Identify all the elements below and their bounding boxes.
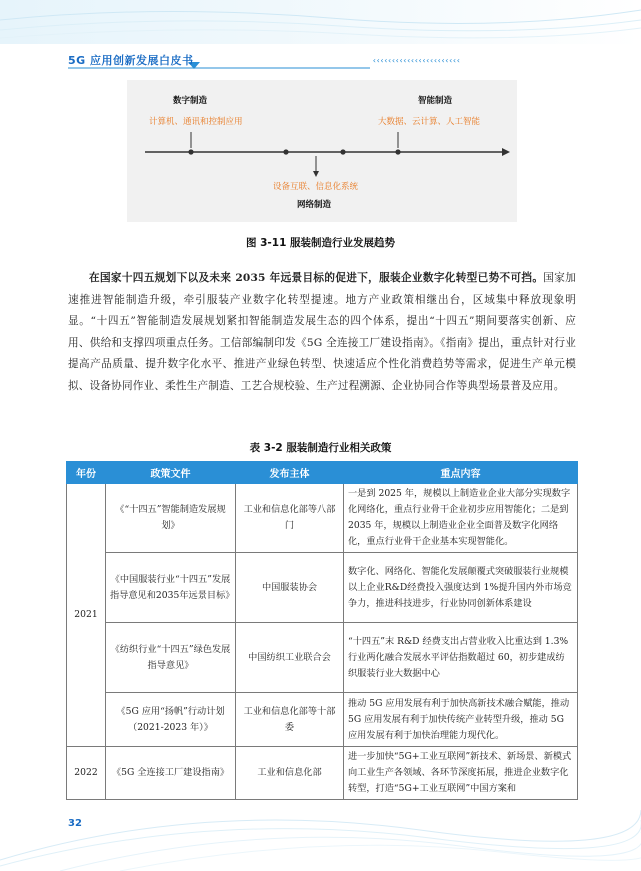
- body-paragraph: [68, 268, 576, 398]
- figure-right-title: 智能制造: [418, 96, 453, 106]
- page-header: [0, 0, 641, 78]
- table-row: [67, 623, 578, 693]
- trend-figure: [127, 80, 517, 222]
- document-cell: 《5G 应用“扬帆”行动计划（2021-2023 年）》: [106, 693, 236, 747]
- body-lead-sentence: 在国家十四五规划下以及未来 2035 年远景目标的促进下，服装企业数字化转型已势不可挡。: [89, 272, 544, 284]
- body-text: 国家加速推进智能制造升级，牵引服装产业数字化转型提速。地方产业政策相继出台，区域集中释放现象明显。“十四五”智能制造发展规划紧扣智能制造发展生态的四个体系，提出“十四五”期间要落实创新、应用、供给和支撑四项重点任务。工信部编制印发《5G 全连接工厂建设指南》。《指南》提出，重点针对行业提高产品质量、提升数字化水平、推进产业绿色转型、快速适应个性化消费趋势等需求，促进生产单元模拟、设备协同作业、柔性生产制造、工艺合规校验、生产过程溯源、企业协同合作等典型场景普及应用。: [68, 272, 576, 392]
- header-title: 5G 应用创新发展白皮书: [68, 54, 194, 67]
- content-cell: “十四五”末 R&D 经费支出占营业收入比重达到 1.3%行业两化融合发展水平评估指数超过 60，初步建成纺织服装行业大数据中心: [344, 623, 578, 693]
- timeline-dot: [340, 149, 345, 154]
- year-cell: 2022: [67, 747, 106, 800]
- header-issuer: 发布主体: [236, 462, 344, 484]
- figure-left-subtitle: 计算机、通讯和控制应用: [149, 117, 243, 127]
- document-cell: 《中国服装行业“十四五”发展指导意见和2035年远景目标》: [106, 553, 236, 623]
- timeline-dot: [395, 149, 400, 154]
- table-title: 表 3-2 服装制造行业相关政策: [249, 442, 392, 454]
- header-year: 年份: [67, 462, 106, 484]
- content-cell: 推动 5G 应用发展有利于加快高新技术融合赋能，推动 5G 应用发展有利于加快传统产业转型升级，推动 5G 应用发展有利于加快治理能力现代化。: [344, 693, 578, 747]
- bottom-arrowhead: [313, 171, 319, 177]
- timeline-dot: [283, 149, 288, 154]
- footer-wave-art: [0, 740, 641, 871]
- figure-bottom-title: 网络制造: [297, 200, 332, 210]
- year-cell: 2021: [67, 484, 106, 747]
- figure-left-title: 数字制造: [173, 96, 208, 106]
- content-cell: 进一步加快“5G+工业互联网”新技术、新场景、新模式向工业生产各领域、各环节深度拓展，推进企业数字化转型，打造“5G+工业互联网”中国方案和: [344, 747, 578, 800]
- table-row: [67, 553, 578, 623]
- content-cell: 一是到 2025 年，规模以上制造业企业大部分实现数字化网络化，重点行业骨干企业初步应用智能化；二是到 2035 年，规模以上制造业企业全面普及数字化网络化，重点行业骨干企业基本实现智能化。: [344, 484, 578, 553]
- content-cell: 数字化、网络化、智能化发展颠覆式突破服装行业规模以上企业R&D经费投入强度达到 1%提升国内外市场竞争力，推进科技进步，行业协同创新体系建设: [344, 553, 578, 623]
- document-cell: 《纺织行业“十四五”绿色发展指导意见》: [106, 623, 236, 693]
- figure-right-subtitle: 大数据、云计算、人工智能: [378, 117, 481, 127]
- issuer-cell: 中国服装协会: [236, 553, 344, 623]
- table-row: [67, 693, 578, 747]
- table-header-row: [67, 462, 578, 484]
- table-row: [67, 484, 578, 553]
- header-document: 政策文件: [106, 462, 236, 484]
- document-cell: 《5G 全连接工厂建设指南》: [106, 747, 236, 800]
- figure-caption: 图 3-11 服装制造行业发展趋势: [245, 237, 396, 249]
- issuer-cell: 工业和信息化部等八部门: [236, 484, 344, 553]
- issuer-cell: 中国纺织工业联合会: [236, 623, 344, 693]
- page-number: 32: [68, 818, 82, 829]
- issuer-cell: 工业和信息化部: [236, 747, 344, 800]
- timeline-dot: [188, 149, 193, 154]
- document-cell: 《“十四五”智能制造发展规划》: [106, 484, 236, 553]
- figure-bottom-subtitle: 设备互联、信息化系统: [273, 182, 359, 192]
- issuer-cell: 工业和信息化部等十部委: [236, 693, 344, 747]
- timeline-arrowhead: [502, 148, 510, 156]
- header-key-content: 重点内容: [344, 462, 578, 484]
- header-chevron-decoration: ‹‹‹‹‹‹‹‹‹‹‹‹‹‹‹‹‹‹‹‹‹‹‹: [372, 56, 460, 65]
